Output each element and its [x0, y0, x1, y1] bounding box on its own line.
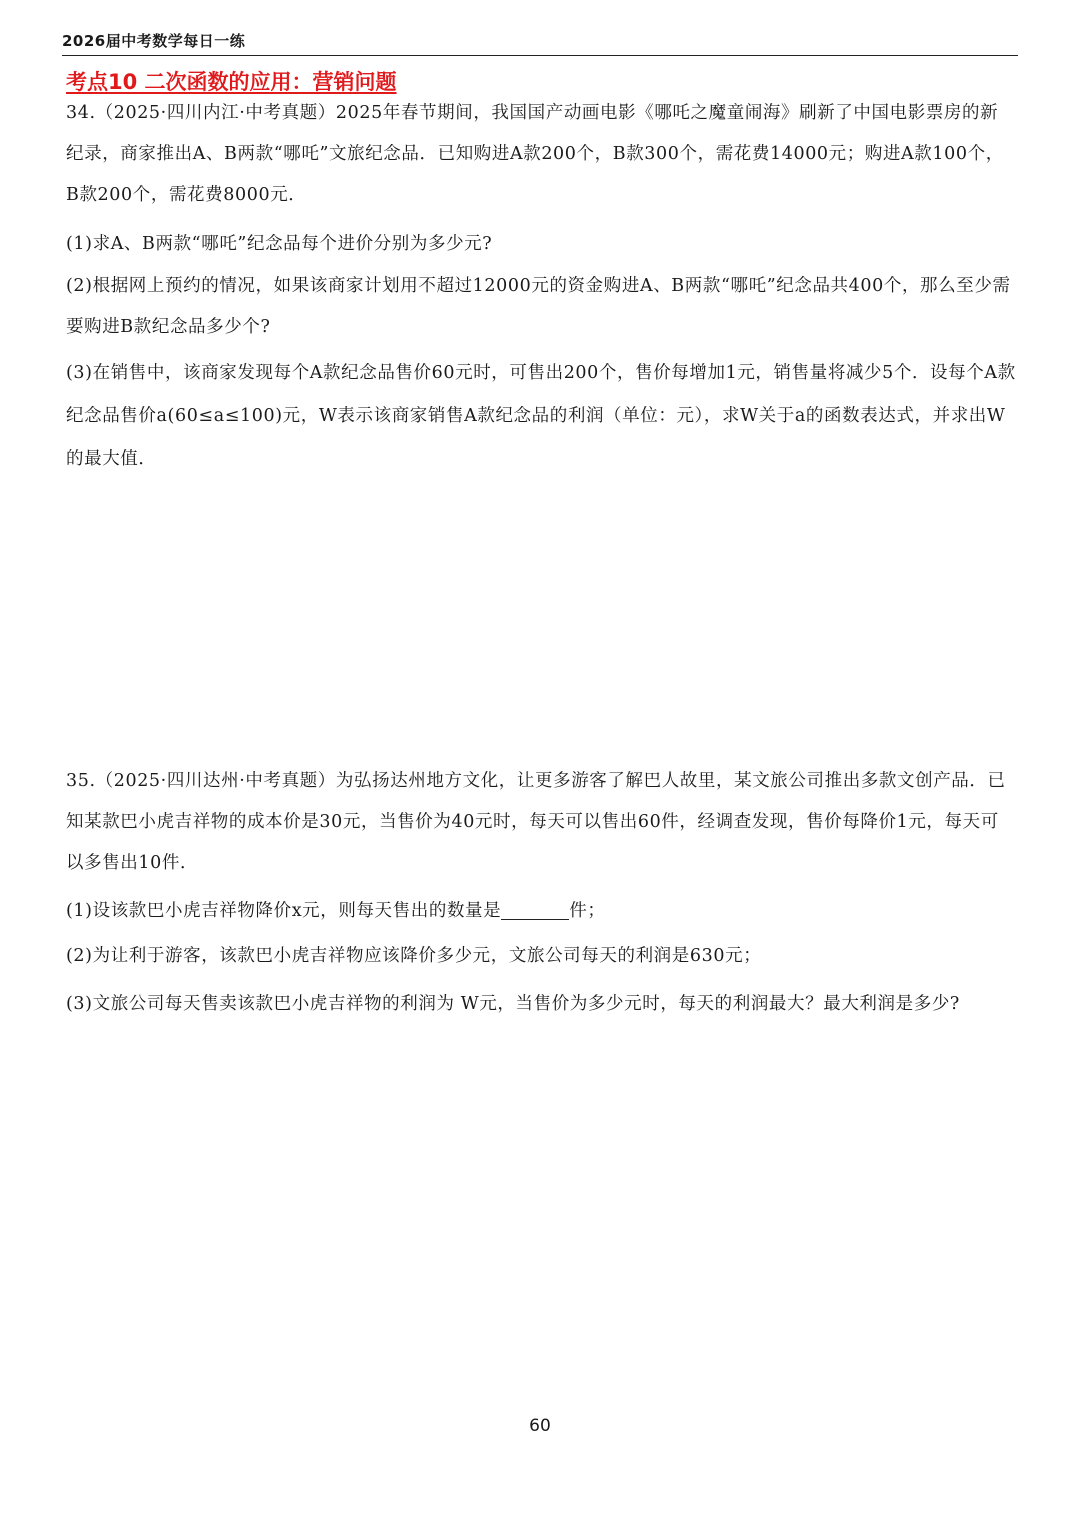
q34-part1: (1)求A、B两款“哪吒”纪念品每个进价分别为多少元? — [66, 234, 493, 254]
topic-heading: 考点10 二次函数的应用：营销问题 — [66, 70, 397, 94]
q35-part1-text: (1)设该款巴小虎吉祥物降价x元，则每天售出的数量是 — [66, 901, 502, 921]
page-number: 60 — [529, 1416, 551, 1436]
q35-part1-unit: 件； — [569, 901, 606, 921]
q34-part3: (3)在销售中，该商家发现每个A款纪念品售价60元时，可售出200个，售价每增加1元，销售量将减少5个．设每个A款纪念品售价a(60≤a≤100)元，W表示该商家销售A款纪念品的利润（单位：元），求W关于a的函数表达式，并求出W的最大值． — [66, 363, 1016, 469]
header-title: 2026届中考数学每日一练 — [62, 32, 246, 50]
q35-part3: (3)文旅公司每天售卖该款巴小虎吉祥物的利润为 W元，当售价为多少元时，每天的利润最大？最大利润是多少? — [66, 994, 960, 1014]
q34-part2: (2)根据网上预约的情况，如果该商家计划用不超过12000元的资金购进A、B两款“哪吒”纪念品共400个，那么至少需要购进B款纪念品多少个? — [66, 276, 1011, 337]
q34-stem: 34.（2025·四川内江·中考真题）2025年春节期间，我国国产动画电影《哪吒之魔童闹海》刷新了中国电影票房的新纪录，商家推出A、B两款“哪吒”文旅纪念品．已知购进A款200个，B款300个，需花费14000元；购进A款100个，B款200个，需花费8000元． — [66, 103, 1004, 205]
header-divider — [62, 55, 1018, 56]
q35-part2: (2)为让利于游客，该款巴小虎吉祥物应该降价多少元，文旅公司每天的利润是630元； — [66, 946, 762, 966]
q35-stem: 35.（2025·四川达州·中考真题）为弘扬达州地方文化，让更多游客了解巴人故里，某文旅公司推出多款文创产品．已知某款巴小虎吉祥物的成本价是30元，当售价为40元时，每天可以售出60件，经调查发现，售价每降价1元，每天可以多售出10件． — [66, 771, 1006, 873]
q35-part1 — [66, 897, 1016, 925]
answer-blank[interactable] — [501, 901, 569, 920]
